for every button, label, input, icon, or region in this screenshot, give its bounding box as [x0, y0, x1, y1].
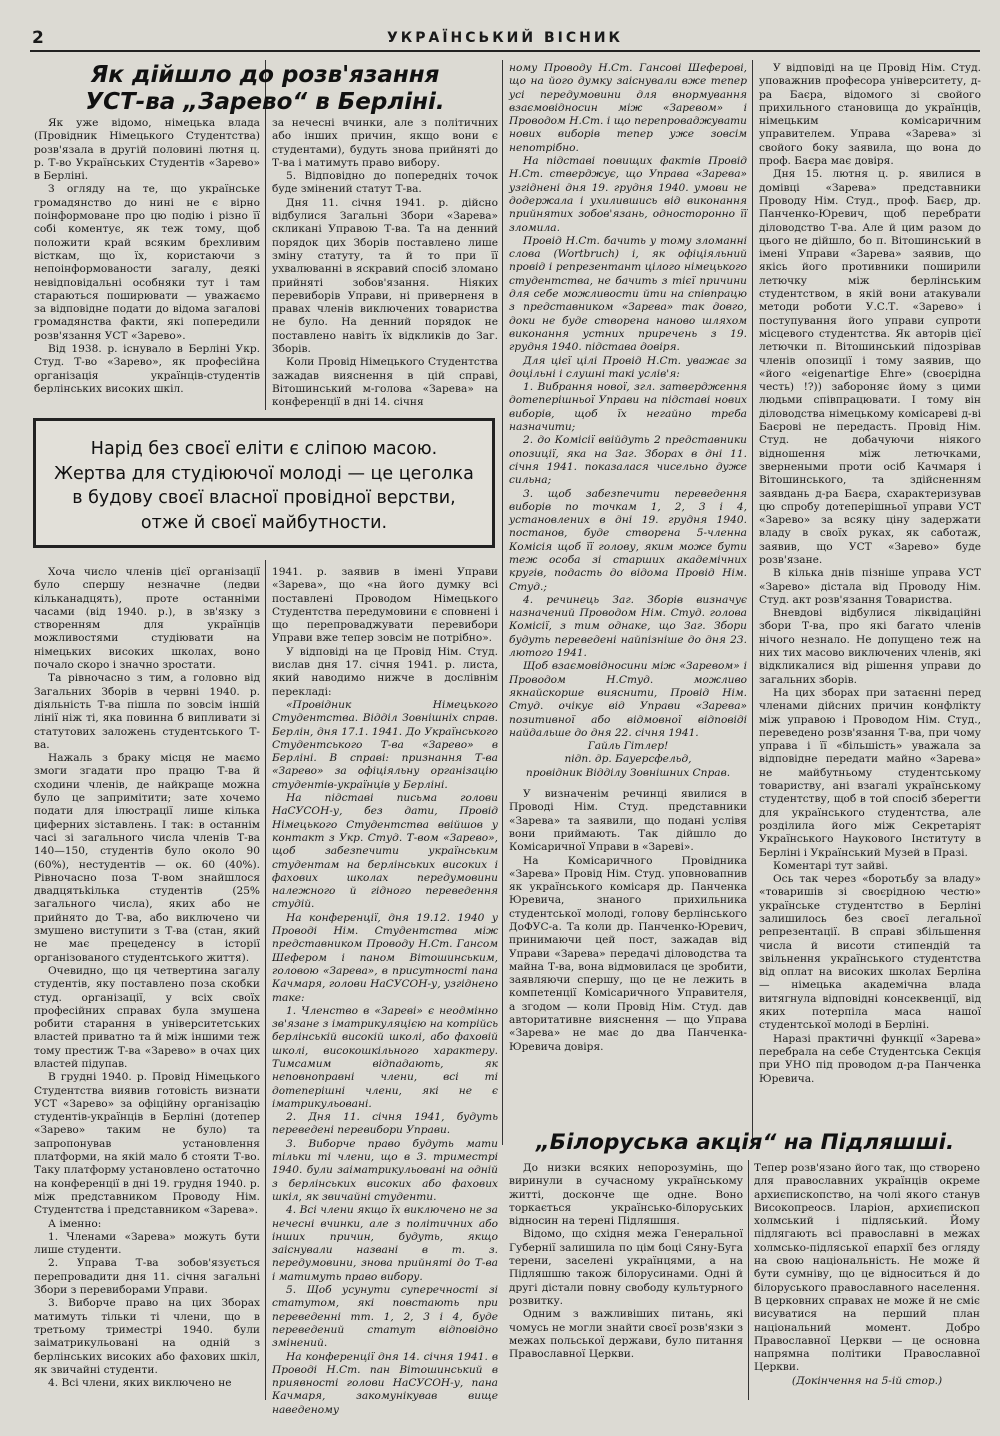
headline-line: УСТ-ва „Зарево“ в Берліні.	[85, 89, 445, 115]
paragraph: 4. Всі члени якщо їх виключено не за нечесні вчинки, але з політичних або інших причин, будуть, якщо заіснували названі в т. з. передумовини, знова прийняті до Т-ва і матимуть право вибору.	[272, 1204, 498, 1283]
column-rule	[265, 560, 266, 1400]
article-belarus-column-2	[754, 1162, 980, 1400]
headline-line: Як дійшло до розв'язання	[90, 62, 440, 88]
paragraph: 1. Вибрання нової, згл. затвердження дотеперішньої Управи на підставі нових виборів, щоб їх негайно треба назначити;	[509, 381, 747, 434]
quote-line: отже й своєї майбутности.	[140, 512, 388, 533]
paragraph: У відповіді на це Провід Нім. Студ. уповажнив професора університету, д-ра Баєра, відомого зі свойого прихильного становища до українців, німецьким комісаричним управителем. Управа «Зарева» зі свойого боку заявила, що вона до проф. Баєра має довіря.	[759, 62, 981, 168]
header-rule	[30, 50, 980, 52]
paragraph: На підставі письма голови НаСУСОН-у, без дати, Провід Німецького Студентства ввійшов у контакт з Укр. Студ. Т-вом «Зарево», щоб забезпечити українським студентам на берлінських високих і фахових школах передумовини належного й гідного переведення студій.	[272, 792, 498, 911]
article-belarus-column-1	[509, 1162, 743, 1400]
paragraph: Відомо, що східня межа Генеральної Губернії залишила по цім боці Сяну-Буга терени, заселені українцями, а на Підляшшю також білорусинами. Одні й другі дістали повну свободу культурного розвитку.	[509, 1228, 743, 1307]
paragraph: В кілька днів пізніше управа УСТ «Зарево» дістала від Проводу Нім. Студ. акт розв'язання Товариства.	[759, 567, 981, 606]
paragraph: 3. Виборче право на цих Зборах матимуть тільки ті члени, що в третьому триместрі 1940. були заіматрикульовані на одній з берлінських високих або фахових шкіл, як звичайні студенти.	[34, 1297, 260, 1376]
salutation: Гайль Гітлер!	[587, 740, 669, 753]
article-column-3	[509, 62, 747, 1144]
paragraph: Для цієї цілі Провід Н.Ст. уважає за доцільні і слушні такі услів'я:	[509, 354, 747, 380]
page-header	[30, 28, 980, 48]
paragraph: На конференції, дня 19.12. 1940 у Проводі Нім. Студентства між представником Проводу Н.Ст. Гансом Шефером і паном Вітошинським, головою «Зарева», в присутності пана Качмаря, голови НаСУСОН-у, узгіднено таке:	[272, 911, 498, 1004]
paragraph: У визначенім речинці явилися в Проводі Нім. Студ. представники «Зарева» та заявили, що подані услівя вони приймають. Так дійшло до Комісаричної Управи в «Зареві».	[509, 788, 747, 854]
paragraph: На цих зборах при затаєнні перед членами дійсних причин конфлікту між управою і Проводом Нім. Студ., переведено розв'язання Т-ва, при чому управа і її «більшість» уважала за відповідне передати майно «Зарева» не майбутньому студентському товариству, ані взагалі українському студентству, щоб в той спосіб зберегти для українського студентства, але розділила його між Секретаріят Українського Наукового Інституту в Берліні і Український Музей в Празі.	[759, 686, 981, 859]
paragraph: Провід Н.Ст. бачить у тому зломанні слова (Wortbruch) і, як офіціяльний провід і репрезентант цілого німецького студентства, не бачить з тієї причини для себе можливости йти на співпрацю з представником «Зарева» так довго, доки не буде створена наново шляхом виконання устних приречень з 19. грудня 1940. підстава довіря.	[509, 234, 747, 354]
signature-title: провідник Відділу Зовнішних Справ.	[525, 766, 731, 779]
paragraph: На конференції дня 14. січня 1941. в Проводі Н.Ст. пан Вітошинський в приявності голови НаСУСОН-у, пана Качмаря, закомунікував вище наведеному	[272, 1350, 498, 1416]
paragraph: Від 1938. р. існувало в Берліні Укр. Студ. Т-во «Зарево», як професійна організація українців-студентів берлінських високих шкіл.	[34, 343, 260, 395]
article-column-2-top	[272, 117, 498, 413]
paragraph: Тепер розв'язано його так, що створено для православних українців окреме архиєпископство, на чолі якого станув Високопреосв. Іларіон, архиєпископ холмський і підляський. Йому підлягають всі православні в межах холмсько-підляської епархії без огляду на свою національність. Не може й бути сумніву, що це відноситься й до білоруського православного населення. В церковних справах не може й не сміє висуватися на перший план національний момент. Добро Православної Церкви — це основна напрямна політики Православної Церкви.	[754, 1162, 980, 1374]
signature: підп. др. Бауерсфельд,	[564, 753, 692, 766]
paragraph: Дня 15. лютня ц. р. явилися в домівці «Зарева» представники Проводу Нім. Студ., проф. Баєр, др. Панченко-Юревич, щоб перебрати діловодство Т-ва. Але й цим разом до цього не дійшло, бо п. Вітошинський в імені Управи «Зарева» заявив, що якісь його противники поширили летючку між берлінським студентством, в якій вони атакували методи роботи У.С.Т. «Зарево» і поступування його управи супроти місцевого студентства. Як авторів цієї летючки п. Вітошинський підозрівав членів опозиції і тому заявив, що «його «eigenartige Ehre» (своєрідна честь) !?)) забороняє йому з цими людьми співпрацювати. І тому він діловодства німецькому комісареві д-ві Баєрові не передасть. Провід Нім. Студ. не добачуючи ніякого відношення між летючками, звернеными проти осіб Качмаря і Вітошинського, та здійсненням заявдань д-ра Баєра, схарактеризував цю спробу дотеперішньої управи УСТ «Зарево» за всяку ціну задержати владу в своїх руках, як саботаж, заявив, що УСТ «Зарево» буде розв'язане.	[759, 168, 981, 566]
column-rule	[752, 60, 753, 1145]
paragraph: 1. Членство в «Зареві» є неодмінно зв'язане з іматрикуляцією на котрійсь берлінській високій школі, або фаховій школі, високошкільного характеру. Тимсамим відпадають, як неповноправні члени, всі ті дотеперішні члени, які не є іматрикульовані.	[272, 1004, 498, 1110]
paragraph: Дня 11. січня 1941. р. дійсно відбулися Загальні Збори «Зарева» скликані Управою Т-ва. Та на денний порядок цих Зборів поставлено лише зміну статуту, та й то при її ухвалюванні в яскравий спосіб зломано прийняті зобов'язання. Ніяких перевиборів Управи, ні приверненя в правах членів виключених товариства не було. На денний порядок не поставлено навіть їх відкликів до Заг. Зборів.	[272, 196, 498, 356]
paragraph: 2. Управа Т-ва зобов'язується перепровадити дня 11. січня загальні Збори з перевиборами Управи.	[34, 1257, 260, 1297]
boxed-quote	[33, 418, 495, 548]
paragraph: 3. Виборче право будуть мати тільки ті члени, що в 3. триместрі 1940. були заіматрикульовані на одній з берлінських високих або фахових шкіл, як звичайні студенти.	[272, 1137, 498, 1203]
article-column-1-top	[34, 117, 260, 413]
quote-line: в будову своєї власної провідної верстви,	[72, 488, 456, 508]
continued-note: (Докінчення на 5-ій стор.)	[791, 1374, 943, 1387]
paragraph: Нажаль з браку місця не маємо змоги згадати про працю Т-ва й сходини членів, де найкраще можна було це запримітити; зате хочемо подати для ілюстрації лише кілька циферних зіставлень. І так: в останнім часі зі загального числа членів Т-ва 140—150, студентів було около 90 (60%), нестудентів — ок. 60 (40%). Рівночасно поза Т-вом знайшлося двадцятьkількa студентів (25% загального числа), яких або не прийнято до Т-ва, або виключено чи змушено виступити з Т-ва (стан, який не має прецеденсу в історії організованого студентського життя).	[34, 752, 260, 964]
column-rule	[502, 60, 503, 1145]
paragraph: Щоб взаємовідносини між «Заревом» і Проводом Н.Студ. можливо якнайскорше вияснити, Провід Нім. Студ. очікує від Управи «Зарева» позитивної або відмовної відповіді найдальше до дня 22. січня 1941.	[509, 660, 747, 739]
paragraph: У відповіді на це Провід Нім. Студ. вислав дня 17. січня 1941. р. листа, який наводимо нижче в дослівнім перекладі:	[272, 645, 498, 698]
article-column-2-bottom	[272, 566, 498, 1416]
paragraph: Одним з важливіших питань, які чомусь не могли знайти своєї розв'язки з межах польської держави, було питання Православної Церкви.	[509, 1308, 743, 1361]
paragraph: 1. Членами «Зарева» можуть бути лише студенти.	[34, 1230, 260, 1257]
article-column-4	[759, 62, 981, 1144]
paragraph: Коли Провід Німецького Студентства зажадав вияснення в цій справі, Вітошинський м-голова «Зарева» на конференції в дні 14. січня	[272, 356, 498, 409]
paragraph: З огляду на те, що українське громадянство до нині не є вірно поінформоване про цю подію і різно її собі коментує, як теж тому, щоб положити край всяким брехливим вісткам, що їх, користаючи з непоінформованости загалу, деякі невідповідальні особняки тут і там стараються поширювати — уважаємо за відповідне подати до відома загалові громадянства факти, які попередили розв'язання УСТ «Зарево».	[34, 183, 260, 342]
paragraph: Як уже відомо, німецька влада (Провідник Німецького Студентства) розв'язала в другій половині лютня ц. р. Т-во Українських Студентів «Зарево» в Берліні.	[34, 117, 260, 183]
paragraph: Коментарі тут зайві.	[773, 859, 889, 872]
article-column-1-bottom	[34, 566, 260, 1400]
paragraph: В грудні 1940. р. Провід Німецького Студентства виявив готовість визнати УСТ «Зарево» за офіційну організацію студентів-українців в Берліні (дотепер «Зарево» таким не було) та запропонував установлення платформи, на якій мало б стояти Т-во. Таку платформу установлено остаточно на конференції в дні 19. грудня 1940. р. між представником Проводу Нім. Студентства і представником «Зарева».	[34, 1071, 260, 1217]
paragraph: 2. до Комісії ввійдуть 2 представники опозиції, яка на Заг. Зборах в дні 11. січня 1941. показалася чисельно дуже сильна;	[509, 434, 747, 487]
paragraph: 5. Щоб усунути суперечності зі статутом, які повстають при переведенні тт. 1, 2, 3 і 4, буде переведений статут відповідно змінений.	[272, 1284, 498, 1350]
paragraph: ному Проводу Н.Ст. Гансові Шеферові, що на його думку заіснували вже тепер усі передумовини для внормування взаємовідносин між «Заревом» і Проводом Н.Ст. і що перепроваджувати нових виборів тепер уже зовсім непотрібно.	[509, 62, 747, 154]
headline-belarus: „Білоруська акція“ на Підляшші.	[535, 1130, 955, 1155]
paragraph: А іменно:	[48, 1217, 102, 1230]
paragraph: Очевидно, що ця четвертина загалу студентів, яку поставлено поза скобки студ. організації, у всіх своїх професійних справах була змушена робити старання в університетських властей приватно та й між іншими теж тому престиж Т-ва «Зарево» в очах цих властей підупав.	[34, 964, 260, 1070]
paragraph: 5. Відповідно до попередніх точок буде змінений статут Т-ва.	[272, 170, 498, 196]
column-rule	[748, 1160, 749, 1400]
paragraph: 3. щоб забезпечити переведення виборів по точкам 1, 2, 3 і 4, установлених в дні 19. грудня 1940. постанов, буде створена 5-членна Комісія щоб її голову, яким може бути теж особа зі старших академічних кругів, подасть до відома Провід Нім. Студ.;	[509, 487, 747, 593]
paragraph: за нечесні вчинки, але з політичних або інших причин, якщо вони є студентами), будуть знова прийняті до Т-ва і матимуть право вибору.	[272, 117, 498, 169]
quote-line: Жертва для студіюючої молоді — це цеголка	[54, 463, 474, 484]
page-number: 2	[32, 28, 44, 48]
paragraph: Хоча число членів цієї організації було спершу незначне (ледви кільканадцять), проте останніми часами (від 1940. р.), в зв'язку з створенням для українців можливостями студіювати на німецьких високих школах, воно почало скоро і значно зростати.	[34, 566, 260, 672]
headline-zarevo	[36, 62, 494, 116]
paragraph: Вневдові відбулися ліквідаційні збори Т-ва, про які багато членів нічого незнало. Не допущено теж на них тих масово виключених членів, які відкликалися від рішення управи до загальних зборів.	[759, 607, 981, 686]
paragraph: До низки всяких непорозумінь, що виринули в сучасному українському житті, досконче ще одне. Воно торкається українсько-білоруських відносин на терені Підляшшя.	[509, 1162, 743, 1228]
paragraph: «Провідник Німецького Студентства. Відділ Зовнішніх справ. Берлін, дня 17.1. 1941. До Українського Студентського Т-ва «Зарево» в Берліні. В справі: признання Т-ва «Зарево» за офіціяльну організацію студентів-українців у Берліні.	[272, 698, 498, 791]
newspaper-title: УКРАЇНСЬКИЙ ВІСНИК	[387, 30, 623, 46]
paragraph: 1941. р. заявив в імені Управи «Зарева», що «на його думку всі поставлені Проводом Німецького Студентства передумовини є сповнені і що перепроваджувати перевибори Управи вже тепер зовсім не потрібно».	[272, 566, 498, 645]
paragraph: На Комісаричного Провідника «Зарева» Провід Нім. Студ. уповновапнив як українського комісаря др. Панченка Юревича, знаного прихильника студентської молоді, голову берлінського ДоФУС-а. Та коли др. Панченко-Юревич, принимаючи цей пост, зажадав від Управи «Зарева» передачі діловодства та майна Т-ва, вона відмовилася це зробити, заявляючи спершу, що це не лежить в компетенції Комісаричного Управителя, а згодом — коли Провід Нім. Студ. дав авторитативне вияснення — що Управа «Зарева» не має до два Панченка-Юревича довіря.	[509, 854, 747, 1053]
paragraph: 2. Дня 11. січня 1941, будуть переведені перевибори Управи.	[272, 1111, 498, 1137]
quote-line: Нарід без своєї еліти є сліпою масою.	[90, 439, 438, 459]
paragraph: На підставі повищих фактів Провід Н.Ст. стверджує, що Управа «Зарева» узгіднені дня 19. грудня 1940. умови не додержала і ухилившись від виконання прийнятих зобов'язань, односторонно її зломила.	[509, 155, 747, 234]
paragraph: Ось так через «боротьбу за владу» «товаришів зі своєрідною честю» українське студентство в Берліні залишилось без своєї легальної репрезентації. В справі збільшення числа й висоти стипендій та звільнення українського студентства від оплат на високих школах Берліна — німецька академічна влада витягнула відповідні консеквенції, від яких потерпіла маса нашої студентської молоді в Берліні.	[759, 873, 981, 1032]
paragraph: 4. речинець Заг. Зборів визначує назначений Проводом Нім. Студ. голова Комісії, з тим однаке, що Заг. Збори будуть переведені найпізніше до дня 23. лютого 1941.	[509, 593, 747, 660]
paragraph: 4. Всі члени, яких виключено не	[48, 1377, 232, 1390]
paragraph: Та рівночасно з тим, а головно від Загальних Зборів в червні 1940. р. діяльність Т-ва пішла по зовсім іншій лінії ніж ті, яка повинна б випливати зі статутових заложень студентського Т-ва.	[34, 672, 260, 751]
paragraph: Наразі практичні функції «Зарева» перебрала на себе Студентська Секція при УНО під проводом д-ра Панченка Юревича.	[759, 1032, 981, 1085]
